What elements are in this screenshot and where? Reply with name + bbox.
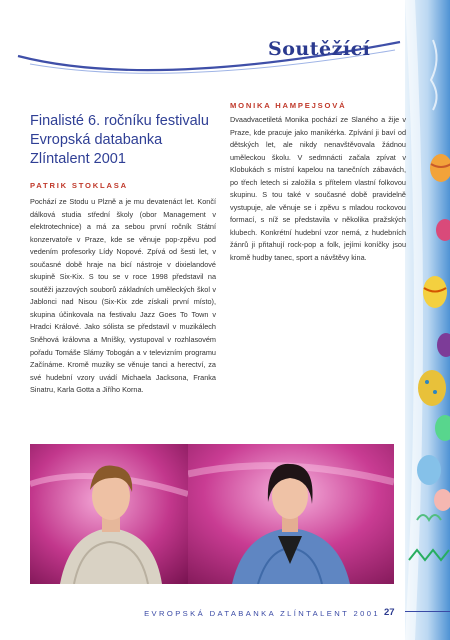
section-label: Soutěžící [268, 38, 371, 60]
contestant-photo-patrik [30, 444, 188, 584]
easter-eggs-decoration [405, 0, 450, 640]
contestant-bio: Dvaadvacetiletá Monika pochází ze Slaného a žije v Praze, kde pracuje jako manikérka. Zpívání ji baví od dětských let, ale nikdy nenavštěvovala žádnou uměleckou školu. V sedmnácti začala zpívat v Klobukách s místní kapelou na tanečních zábavách, po třech letech si založila s přítelem vlastní folkovou skupinu. S tou také v současné době pravidelně vystupuje, ale věnuje se i zpěvu s mladou rockovou formací, s níž se představila v několika pražských klubech. Konkrétní hudební vzor nemá, z hudebních žánrů ji přitahují rock-pop a folk, jejími koníčky jsou kromě hudby tanec, sport a návštěvy kina. [230, 115, 406, 263]
contestant-photo-monika [188, 444, 394, 584]
article-title [30, 112, 216, 169]
contestant-bio: Pochází ze Stodu u Plzně a je mu devatenáct let. Končí dálková studia střední školy (obor Management v elektrotechnice) a má za sebou první ročník Státní konzervatoře v Praze, kde se věnuje pop-zpěvu pod vedením profesorky Lídy Nopové. Zpívá od šesti let, v současné době hraje na bicí nástroje v dixielandové skupině Six-Kix. S tou se v roce 1998 představil na soutěži jazzových souborů základních uměleckých škol v Jablonci nad Nisou (Six-Kix zde získali první místo), skupina účinkovala na festivalu Jazz Goes To Town v Hradci Králové. Jako sólista se představil v muzikálech Sněhová královna a Mníšky, vystupoval v rozhlasovém pořadu Tomáše Slámy Tobogán a v televizním programu Začínáme. Kromě muziky se věnuje tanci a herectví, za své hudební vzory uvádí Michaela Jacksona, Franka Sinatru, Karla Gotta a Jiřího Korna. [30, 197, 216, 395]
title-line: Zlíntalent 2001 [30, 151, 126, 167]
page-number: 27 [384, 607, 395, 618]
contestant-name: PATRIK STOKLASA [30, 181, 128, 190]
title-line: Finalisté 6. ročníku festivalu [30, 113, 209, 129]
contestant-name: MONIKA HAMPEJSOVÁ [230, 101, 347, 110]
title-line: Evropská databanka [30, 132, 163, 148]
footer-rule [405, 611, 450, 612]
running-footer: EVROPSKÁ DATABANKA ZLÍNTALENT 2001 [144, 609, 380, 618]
